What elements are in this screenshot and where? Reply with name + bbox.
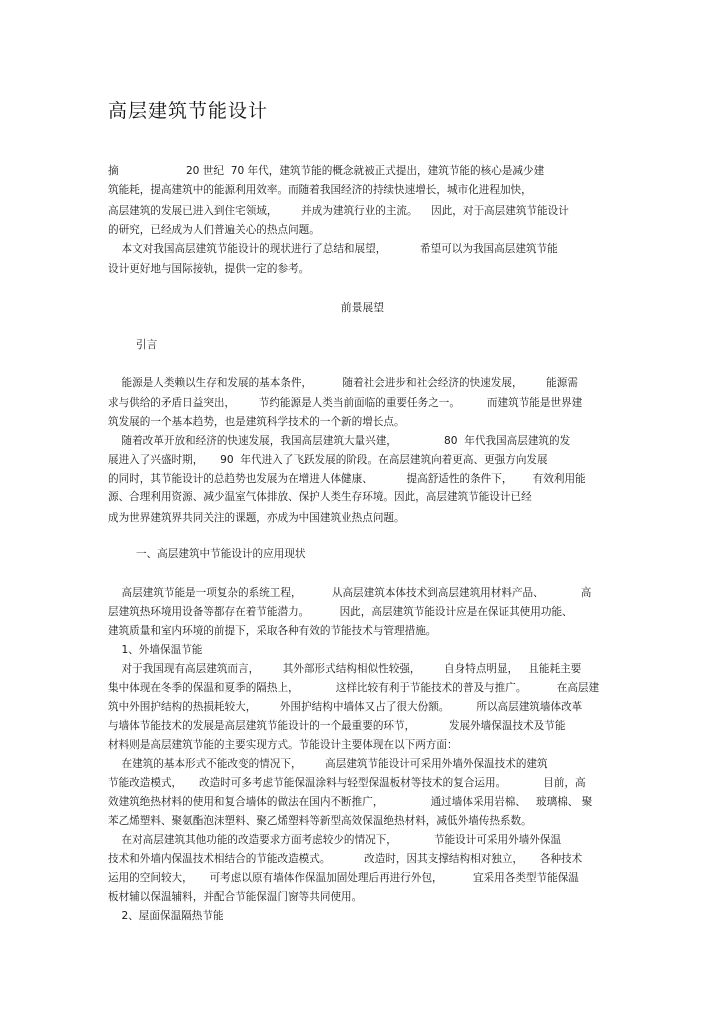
abstract-line: 设计更好地与国际接轨，提供一定的参考。: [108, 263, 310, 275]
section-line: 技术和外墙内保温技术相结合的节能改造模式。 改造时，因其支撑结构相对独立， 各种技术: [108, 853, 583, 865]
intro-line: 筑发展的一个基本趋势，也是建筑科学技术的一个新的增长点。: [108, 416, 405, 428]
intro-heading: 引言: [136, 339, 158, 351]
section-line: 高层建筑节能是一项复杂的系统工程， 从高层建筑本体技术到高层建筑用材料产品、 高: [108, 587, 592, 599]
section-line: 在对高层建筑其他功能的改造要求方面考虑较少的情况下， 节能设计可采用外墙外保温: [108, 834, 562, 846]
section-line: 建筑质量和室内环境的前提下，采取各种有效的节能技术与管理措施。: [108, 625, 437, 637]
section-line: 节能改造模式， 改造时可多考虑节能保温涂料与轻型保温板材等技术的复合运用。 目前，高: [108, 777, 586, 789]
section-line: 在建筑的基本形式不能改变的情况下， 高层建筑节能设计可采用外墙外保温技术的建筑: [108, 758, 548, 770]
section-line: 层建筑热环境用设备等都存在着节能潜力。 因此，高层建筑节能设计应是在保证其使用功能、: [108, 606, 573, 618]
intro-line: 求与供给的矛盾日益突出， 节约能源是人类当前面临的重要任务之一。 而建筑节能是世界建: [108, 397, 583, 409]
section-line: 板材辅以保温辅料，并配合节能保温门窗等共同使用。: [108, 891, 363, 903]
abstract-line: 本文对我国高层建筑节能设计的现状进行了总结和展望， 希望可以为我国高层建筑节能: [108, 243, 558, 255]
intro-line: 成为世界建筑界共同关注的课题，亦成为中国建筑业热点问题。: [108, 512, 405, 524]
intro-line: 随着改革开放和经济的快速发展，我国高层建筑大量兴建， 80 年代我国高层建筑的发: [108, 435, 571, 447]
section-line: 材料则是高层建筑节能的主要实现方式。节能设计主要体现在以下两方面：: [108, 739, 458, 751]
intro-line: 源、合理利用资源、减少温室气体排放、保护人类生存环境。因此，高层建筑节能设计已经: [108, 491, 532, 503]
document-title: 高层建筑节能设计: [108, 100, 269, 122]
section-line: 运用的空间较大， 可考虑以原有墙体作保温加固处理后再进行外包， 宜采用各类型节能保温: [108, 872, 579, 884]
section-line: 效建筑绝热材料的使用和复合墙体的做法在国内不断推广， 通过墙体采用岩棉、 玻璃棉、 聚: [108, 796, 593, 808]
keywords-heading: 前景展望: [340, 301, 385, 314]
intro-line: 能源是人类赖以生存和发展的基本条件， 随着社会进步和社会经济的快速发展， 能源需: [108, 377, 578, 389]
abstract-line: 高层建筑的发展已进入到住宅领域， 并成为建筑行业的主流。 因此，对于高层建筑节能设计: [108, 205, 569, 217]
subsection-heading: 2、屋面保温隔热节能: [108, 910, 224, 922]
section-line: 对于我国现有高层建筑而言， 其外部形式结构相似性较强， 自身特点明显， 且能耗主要: [108, 663, 582, 675]
section-line: 苯乙烯塑料、聚氨酯泡沫塑料、聚乙烯塑料等新型高效保温绝热材料，减低外墙传热系数。: [108, 815, 532, 827]
subsection-heading: 1、外墙保温节能: [108, 644, 203, 656]
section-heading: 一、高层建筑中节能设计的应用现状: [136, 548, 306, 560]
section-line: 与墙体节能技术的发展是高层建筑节能设计的一个最重要的环节， 发展外墙保温技术及节能: [108, 720, 566, 732]
abstract-line: 的研究，已经成为人们普遍关心的热点问题。: [108, 224, 320, 236]
section-line: 集中体现在冬季的保温和夏季的隔热上， 这样比较有利于节能技术的普及与推广。 在高层建: [108, 682, 600, 694]
intro-line: 展进入了兴盛时期， 90 年代进入了飞跃发展的阶段。在高层建筑向着更高、更强方向发展: [108, 454, 548, 466]
abstract-line: 筑能耗，提高建筑中的能源利用效率。而随着我国经济的持续快速增长，城市化进程加快，: [108, 184, 532, 196]
abstract-line: 摘 20 世纪 70 年代，建筑节能的概念就被正式提出，建筑节能的核心是减少建: [108, 165, 545, 177]
intro-line: 的同时，其节能设计的总趋势也发展为在增进人体健康、 提高舒适性的条件下， 有效利用能: [108, 473, 586, 485]
section-line: 筑中外围护结构的热损耗较大， 外围护结构中墙体又占了很大份额。 所以高层建筑墙体改革: [108, 701, 583, 713]
